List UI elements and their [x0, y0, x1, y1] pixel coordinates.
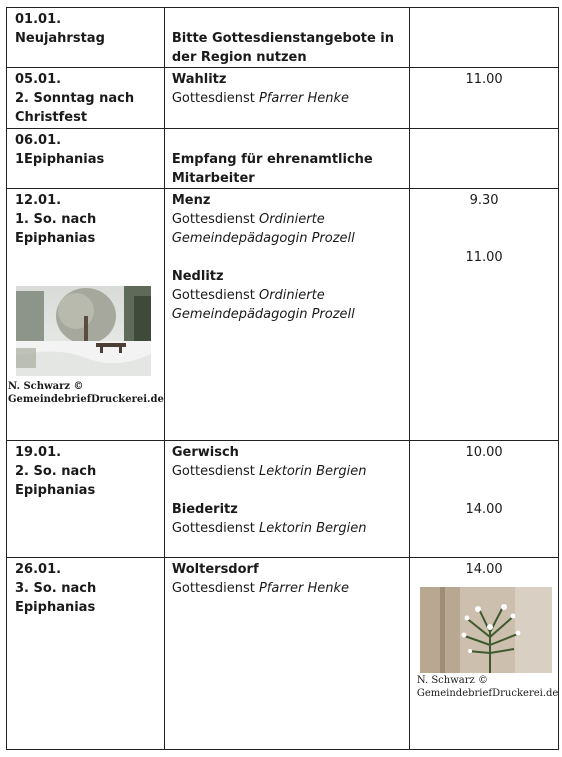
day-name: 1. So. nach Epiphanias [15, 212, 97, 246]
time: 14.00 [465, 502, 503, 517]
day-name: 3. So. nach Epiphanias [15, 581, 97, 615]
leader: Ordinierte Gemeindepädagogin Prozell [171, 288, 355, 322]
service-description: Gottesdienst Ordinierte Gemeindepädagogin Prozell [171, 288, 355, 322]
day-name: 2. Sonntag nach Christfest [15, 91, 135, 125]
place: Gerwisch [171, 445, 239, 460]
time-cell [409, 558, 558, 750]
time-cell [409, 8, 558, 68]
date: 06.01. [15, 133, 62, 148]
time: 11.00 [465, 72, 503, 87]
date: 05.01. [15, 72, 62, 87]
day-name: 1Epiphanias [15, 152, 105, 167]
place: Nedlitz [171, 269, 224, 284]
service-cell [164, 68, 409, 129]
time-cell [409, 189, 558, 441]
day-name: 2. So. nach Epiphanias [15, 464, 97, 498]
table-row [7, 129, 559, 189]
table-row [7, 441, 559, 558]
leader: Pfarrer Henke [258, 91, 350, 106]
service-schedule-table [6, 7, 559, 750]
time-cell [409, 441, 558, 558]
service-description: Gottesdienst Pfarrer Henke [171, 581, 350, 596]
time-cell [409, 68, 558, 129]
time: 14.00 [465, 562, 503, 577]
date-cell [7, 8, 165, 68]
date-cell [7, 441, 165, 558]
service-description: Gottesdienst Pfarrer Henke [171, 91, 350, 106]
table-row [7, 189, 559, 441]
time: 11.00 [465, 250, 503, 265]
time: 10.00 [465, 445, 503, 460]
leader: Ordinierte Gemeindepädagogin Prozell [171, 212, 355, 246]
date-cell [7, 129, 165, 189]
service-cell [164, 189, 409, 441]
notice: Empfang für ehrenamtliche Mitarbeiter [171, 152, 373, 186]
service-cell [164, 558, 409, 750]
service-cell [164, 8, 409, 68]
date-cell [7, 558, 165, 750]
snowy-park-photo [16, 286, 151, 376]
day-name: Neujahrstag [15, 31, 105, 46]
time-cell [409, 129, 558, 189]
place: Menz [171, 193, 211, 208]
date-cell [7, 189, 165, 441]
table-row [7, 8, 559, 68]
table-row [7, 68, 559, 129]
place: Wahlitz [171, 72, 227, 87]
date: 12.01. [15, 193, 62, 208]
date: 01.01. [15, 12, 62, 27]
leader: Pfarrer Henke [258, 581, 350, 596]
photo-credit: N. Schwarz © GemeindebriefDruckerei.de [416, 675, 559, 699]
leader: Lektorin Bergien [258, 521, 367, 536]
date: 26.01. [15, 562, 62, 577]
service-description: Gottesdienst Ordinierte Gemeindepädagogin Prozell [171, 212, 355, 246]
leader: Lektorin Bergien [258, 464, 367, 479]
pine-branch-photo [420, 587, 552, 673]
table-row [7, 558, 559, 750]
photo-credit: N. Schwarz © GemeindebriefDruckerei.de [8, 381, 164, 405]
place: Biederitz [171, 502, 238, 517]
service-cell [164, 441, 409, 558]
service-cell [164, 129, 409, 189]
service-description: Gottesdienst Lektorin Bergien [171, 464, 367, 479]
time: 9.30 [469, 193, 499, 208]
notice: Bitte Gottesdienstangebote in der Region nutzen [171, 31, 395, 65]
service-description: Gottesdienst Lektorin Bergien [171, 521, 367, 536]
place: Woltersdorf [171, 562, 259, 577]
date-cell [7, 68, 165, 129]
date: 19.01. [15, 445, 62, 460]
